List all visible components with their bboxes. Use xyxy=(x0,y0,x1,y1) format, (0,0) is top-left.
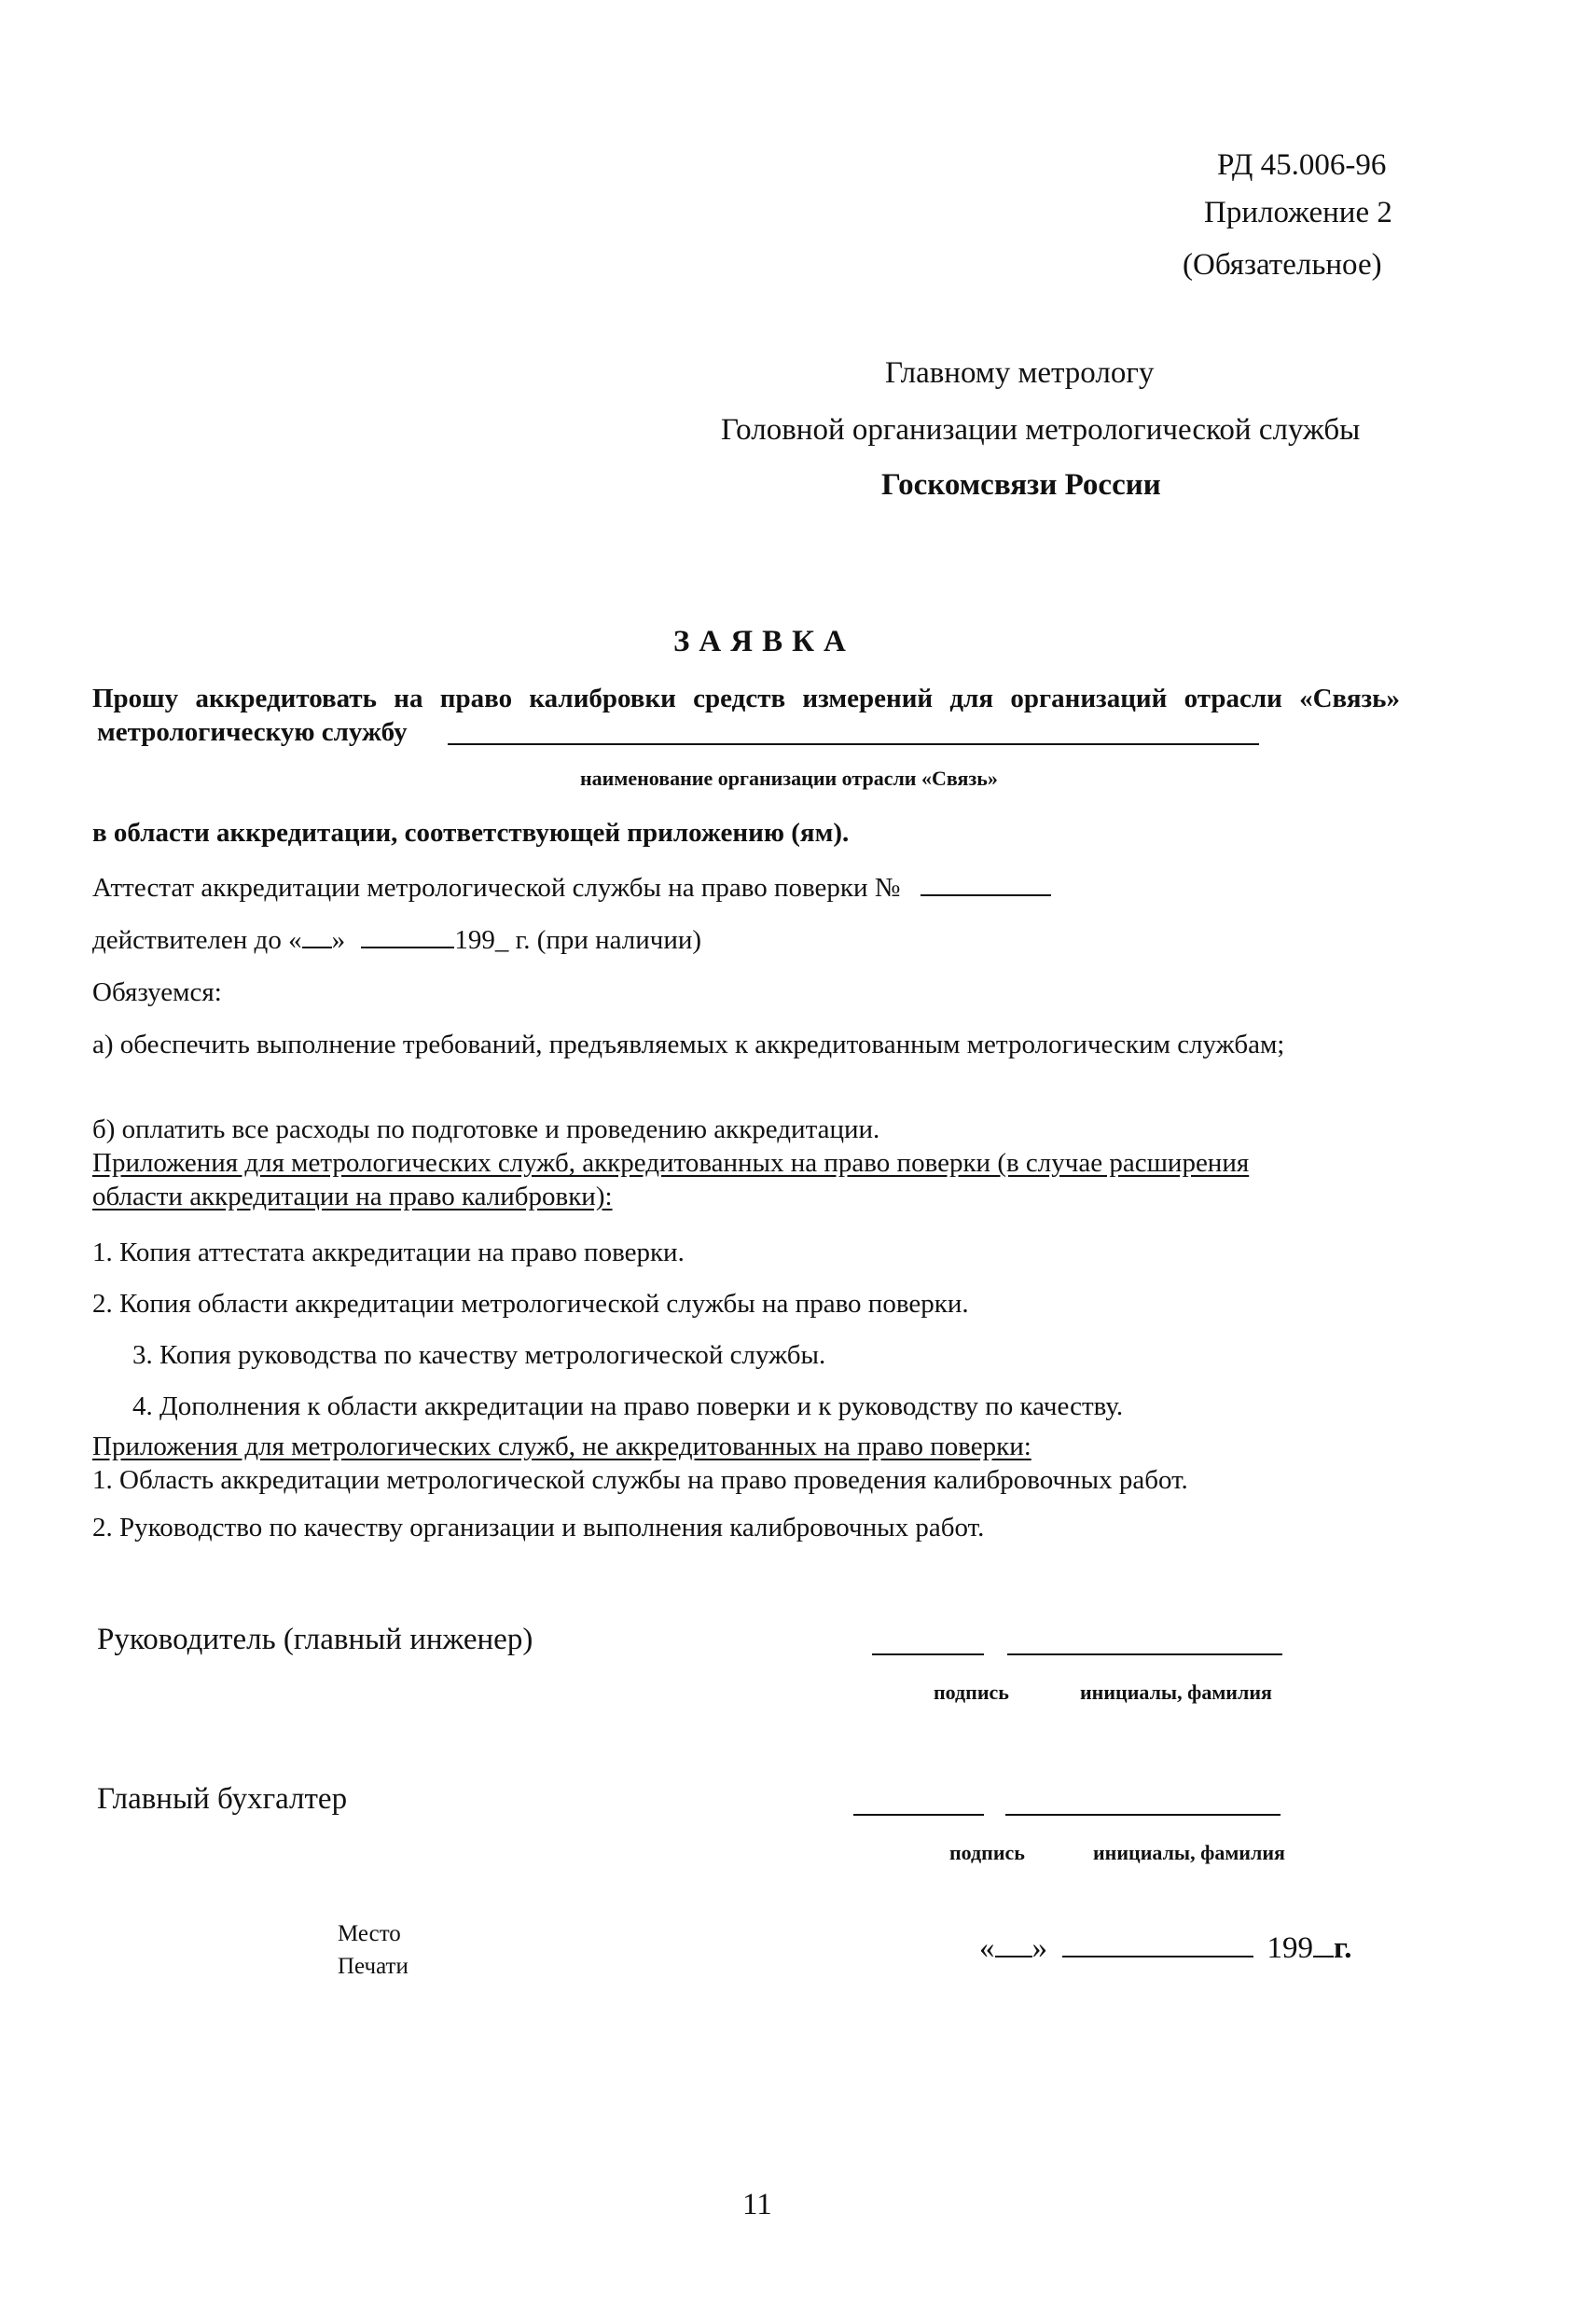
stamp-place-line-1: Место xyxy=(338,1921,401,1946)
certificate-text: Аттестат аккредитации метрологической службы на право поверки № xyxy=(92,873,901,903)
request-line-1: Прошу аккредитовать на право калибровки средств измерений для организаций отрасли «Связь» xyxy=(92,684,1400,713)
date-day-blank xyxy=(995,1956,1032,1957)
request-line-2: метрологическую службу xyxy=(97,717,408,747)
date-year-suffix: г. xyxy=(1334,1931,1352,1965)
appendix-label: Приложение 2 xyxy=(1204,196,1392,229)
director-signature-blank xyxy=(872,1653,984,1655)
addressee-line-3: Госкомсвязи России xyxy=(881,468,1161,502)
attachment-accredited-1: 1. Копия аттестата аккредитации на право поверки. xyxy=(92,1238,685,1267)
date-month-blank xyxy=(1062,1956,1253,1957)
addressee-line-2: Головной организации метрологической службы xyxy=(721,413,1361,447)
director-name-caption: инициалы, фамилия xyxy=(1080,1681,1272,1704)
accountant-label: Главный бухгалтер xyxy=(97,1782,348,1816)
attachment-accredited-3: 3. Копия руководства по качеству метрологической службы. xyxy=(132,1340,826,1370)
obligations-heading: Обязуемся: xyxy=(92,977,222,1007)
attachment-not-accredited-2: 2. Руководство по качеству организации и выполнения калибровочных работ. xyxy=(92,1513,985,1542)
org-name-caption: наименование организации отрасли «Связь» xyxy=(580,767,998,790)
valid-until-line xyxy=(92,923,701,957)
attachment-accredited-4: 4. Дополнения к области аккредитации на право поверки и к руководству по качеству. xyxy=(132,1391,1124,1421)
addressee-line-1: Главному метрологу xyxy=(885,356,1155,390)
attachments-not-accredited-heading: Приложения для метрологических служб, не аккредитованных на право поверки: xyxy=(92,1432,1031,1461)
page-number: 11 xyxy=(742,2188,772,2221)
obligation-b: б) оплатить все расходы по подготовке и проведению аккредитации. xyxy=(92,1114,880,1144)
valid-until-mid: » xyxy=(331,925,346,955)
attachment-not-accredited-1: 1. Область аккредитации метрологической службы на право проведения калибровочных работ. xyxy=(92,1465,1188,1495)
attachments-accredited-heading-1: Приложения для метрологических служб, аккредитованных на право поверки (в случае расширения xyxy=(92,1148,1250,1178)
director-label: Руководитель (главный инженер) xyxy=(97,1623,533,1656)
date-open-quote: « xyxy=(979,1931,995,1965)
valid-until-suffix: 199_ г. (при наличии) xyxy=(454,925,702,955)
valid-until-prefix: действителен до « xyxy=(92,925,302,955)
date-year: 199 xyxy=(1267,1931,1313,1965)
director-signature-caption: подпись xyxy=(934,1681,1009,1704)
date-year-blank xyxy=(1313,1956,1334,1957)
valid-month-blank xyxy=(361,947,454,948)
attachment-accredited-2: 2. Копия области аккредитации метрологической службы на право поверки. xyxy=(92,1289,969,1319)
certificate-number-blank xyxy=(921,894,1051,896)
obligation-a: а) обеспечить выполнение требований, предъявляемых к аккредитованным метрологическим службам; xyxy=(92,1030,1285,1059)
date-close-quote: » xyxy=(1031,1931,1047,1965)
org-name-blank xyxy=(448,743,1259,745)
director-name-blank xyxy=(1007,1653,1282,1655)
mandatory-label: (Обязательное) xyxy=(1183,248,1382,282)
accountant-name-caption: инициалы, фамилия xyxy=(1093,1841,1285,1864)
accountant-signature-blank xyxy=(853,1814,984,1816)
certificate-line xyxy=(92,871,1051,905)
date-field xyxy=(979,1930,1352,1967)
valid-day-blank xyxy=(302,947,332,948)
scope-text: в области аккредитации, соответствующей приложению (ям). xyxy=(92,818,850,848)
accountant-signature-caption: подпись xyxy=(949,1841,1025,1864)
stamp-place-line-2: Печати xyxy=(338,1954,408,1979)
attachments-accredited-heading-2: области аккредитации на право калибровки): xyxy=(92,1182,613,1211)
doc-number: РД 45.006-96 xyxy=(1217,148,1387,182)
accountant-name-blank xyxy=(1005,1814,1281,1816)
page-title: ЗАЯВКА xyxy=(673,625,855,658)
